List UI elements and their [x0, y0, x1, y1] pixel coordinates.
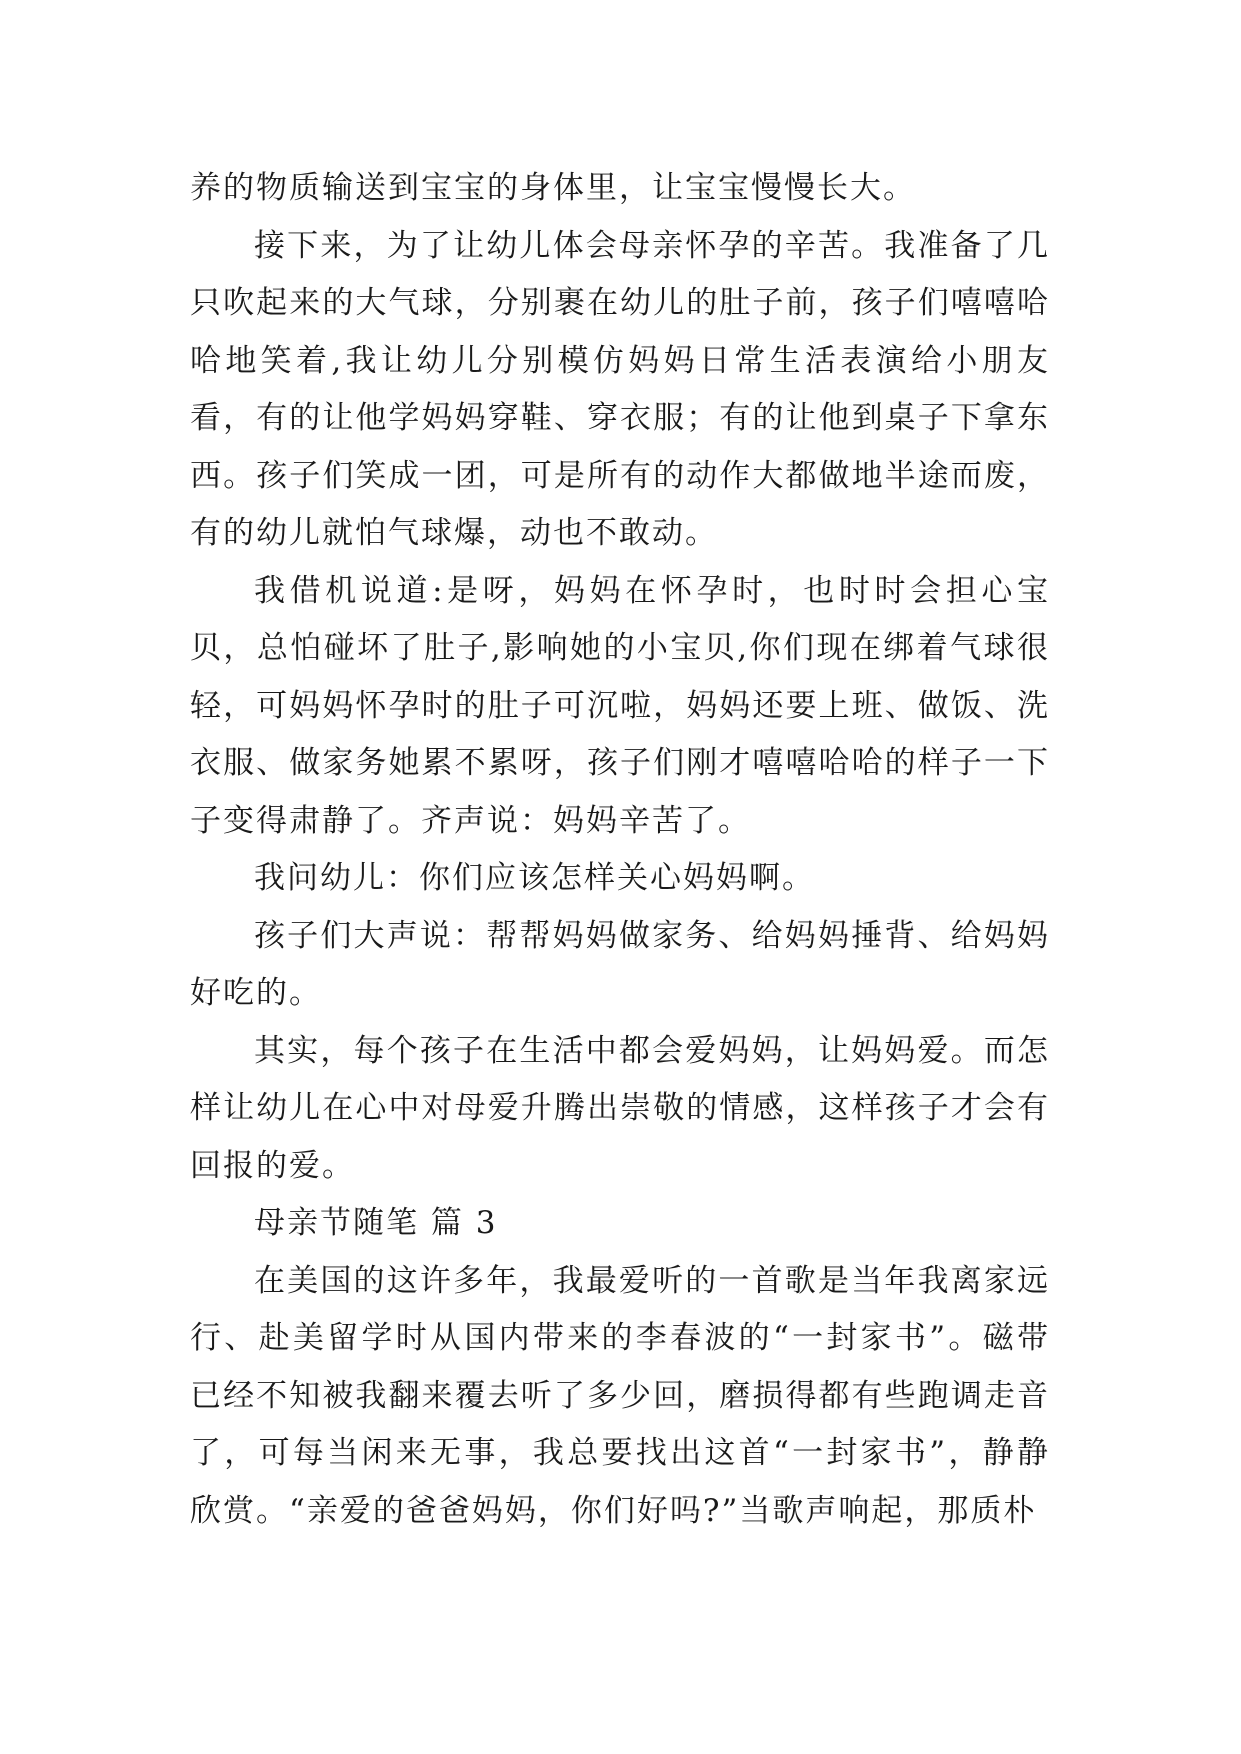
paragraph-5: 孩子们大声说：帮帮妈妈做家务、给妈妈捶背、给妈妈好吃的。: [190, 917, 1050, 1011]
paragraph-7: 在美国的这许多年，我最爱听的一首歌是当年我离家远行、赴美留学时从国内带来的李春波的“一封家书”。磁带已经不知被我翻来覆去听了多少回，磨损得都有些跑调走音了，可每当闲来无事，我总要找出这首“一封家书”，静静欣赏。“亲爱的爸爸妈妈，你们好吗?”当歌声响起，那质朴: [190, 1262, 1050, 1529]
paragraph-2: 接下来，为了让幼儿体会母亲怀孕的辛苦。我准备了几只吹起来的大气球，分别裹在幼儿的肚子前，孩子们嘻嘻哈哈地笑着,我让幼儿分别模仿妈妈日常生活表演给小朋友看，有的让他学妈妈穿鞋、穿衣服；有的让他到桌子下拿东西。孩子们笑成一团，可是所有的动作大都做地半途而废，有的幼儿就怕气球爆，动也不敢动。: [190, 227, 1050, 551]
paragraph-3: 我借机说道:是呀，妈妈在怀孕时，也时时会担心宝贝，总怕碰坏了肚子,影响她的小宝贝,你们现在绑着气球很轻，可妈妈怀孕时的肚子可沉啦，妈妈还要上班、做饭、洗衣服、做家务她累不累呀，孩子们刚才嘻嘻哈哈的样子一下子变得肃静了。齐声说：妈妈辛苦了。: [190, 572, 1050, 839]
section-heading: 母亲节随笔 篇 3: [254, 1205, 498, 1241]
paragraph-6: 其实，每个孩子在生活中都会爱妈妈，让妈妈爱。而怎样让幼儿在心中对母爱升腾出崇敬的情感，这样孩子才会有回报的爱。: [190, 1032, 1050, 1184]
paragraph-4: 我问幼儿：你们应该怎样关心妈妈啊。: [254, 860, 815, 896]
document-body: [190, 160, 1050, 1540]
paragraph-1: 养的物质输送到宝宝的身体里，让宝宝慢慢长大。: [190, 170, 916, 206]
